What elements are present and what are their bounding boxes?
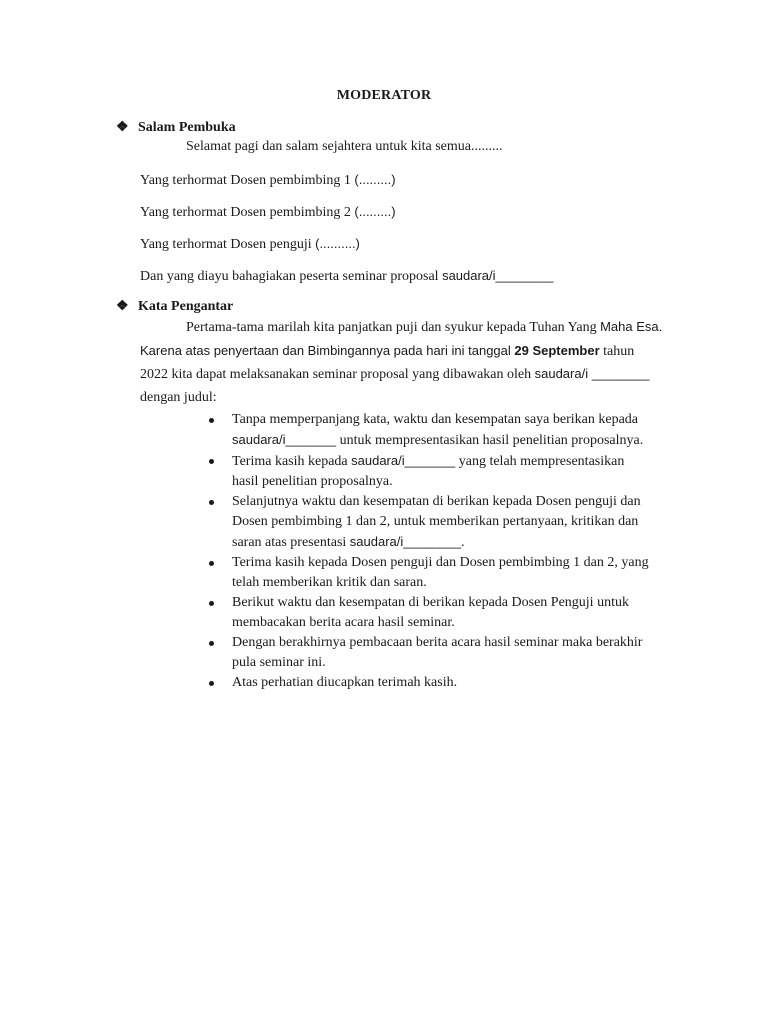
list-item-placeholder: saudara/i________ — [349, 534, 462, 549]
list-item-text: Selanjutnya waktu dan kesempatan di berikan kepada Dosen penguji dan Dosen pembimbing 1 dan 2, untuk memberikan pertanyaan, kritikan dan saran atas presentasi — [232, 494, 641, 550]
page-title: MODERATOR — [336, 88, 432, 103]
salutation-text: Yang terhormat Dosen pembimbing 2 — [140, 205, 355, 220]
intro-date: 29 September — [514, 342, 600, 358]
diamond-bullet-icon: ❖ — [116, 120, 129, 135]
bullet-dot-icon — [209, 641, 214, 646]
list-item — [204, 633, 654, 673]
list-item-text: . — [461, 535, 465, 550]
salutation-text: Dan yang diayu bahagiakan peserta seminar proposal — [140, 269, 443, 284]
list-item — [204, 492, 654, 553]
diamond-bullet-icon: ❖ — [116, 299, 129, 314]
list-item-text: Atas perhatian diucapkan terimah kasih. — [232, 675, 458, 690]
bullet-dot-icon — [209, 561, 214, 566]
intro-text: Pertama-tama marilah kita panjatkan puji dan syukur kepada Tuhan Yang — [186, 320, 601, 335]
bullet-dot-icon — [209, 681, 214, 686]
list-item-placeholder: saudara/i_______ — [232, 432, 337, 447]
list-item — [204, 593, 654, 633]
greeting-line: Selamat pagi dan salam sejahtera untuk kita semua......... — [186, 139, 503, 154]
list-item-text: Terima kasih kepada — [232, 454, 352, 469]
salutation-placeholder: (.........) — [354, 172, 396, 187]
bullet-dot-icon — [209, 418, 214, 423]
moderator-steps-list — [204, 410, 654, 693]
section-heading-kata-pengantar — [116, 298, 233, 315]
list-item-text: Terima kasih kepada Dosen penguji dan Dosen pembimbing 1 dan 2, yang telah memberikan kritik dan saran. — [232, 555, 649, 590]
list-item — [204, 553, 654, 593]
section-heading-label: Salam Pembuka — [138, 120, 236, 135]
salutation-line-pembimbing-2 — [140, 204, 396, 221]
bullet-dot-icon — [209, 601, 214, 606]
intro-text: tahun 2022 kita dapat melaksanakan seminar proposal yang dibawakan oleh — [140, 343, 635, 382]
salutation-placeholder: saudara/i________ — [442, 268, 554, 283]
intro-paragraph — [140, 316, 665, 409]
salutation-placeholder: (.........) — [354, 204, 396, 219]
list-item — [204, 410, 654, 451]
list-item-text: Tanpa memperpanjang kata, waktu dan kesempatan saya berikan kepada — [232, 412, 639, 427]
list-item — [204, 673, 654, 693]
section-heading-salam-pembuka — [116, 119, 236, 136]
intro-text: dengan judul: — [140, 389, 217, 405]
salutation-line-peserta — [140, 268, 553, 285]
salutation-text: Yang terhormat Dosen pembimbing 1 — [140, 173, 355, 188]
list-item-text: untuk mempresentasikan hasil penelitian proposalnya. — [336, 433, 644, 448]
list-item-placeholder: saudara/i_______ — [351, 453, 456, 468]
list-item-text: yang telah mempresentasikan hasil penelitian proposalnya. — [232, 454, 625, 489]
salutation-placeholder: (..........) — [315, 236, 360, 251]
salutation-line-penguji — [140, 236, 360, 253]
salutation-line-pembimbing-1 — [140, 172, 396, 189]
list-item-text: Berikut waktu dan kesempatan di berikan kepada Dosen Penguji untuk membacakan berita acara hasil seminar. — [232, 595, 629, 630]
bullet-dot-icon — [209, 459, 214, 464]
list-item — [204, 451, 654, 492]
section-heading-label: Kata Pengantar — [138, 299, 234, 314]
list-item-text: Dengan berakhirnya pembacaan berita acara hasil seminar maka berakhir pula seminar ini. — [232, 635, 643, 670]
bullet-dot-icon — [209, 500, 214, 505]
intro-text: Maha Esa. Karena atas penyertaan dan Bimbingannya pada hari ini tanggal — [140, 319, 663, 358]
salutation-text: Yang terhormat Dosen penguji — [140, 237, 316, 252]
intro-placeholder: saudara/i ________ — [534, 366, 650, 381]
